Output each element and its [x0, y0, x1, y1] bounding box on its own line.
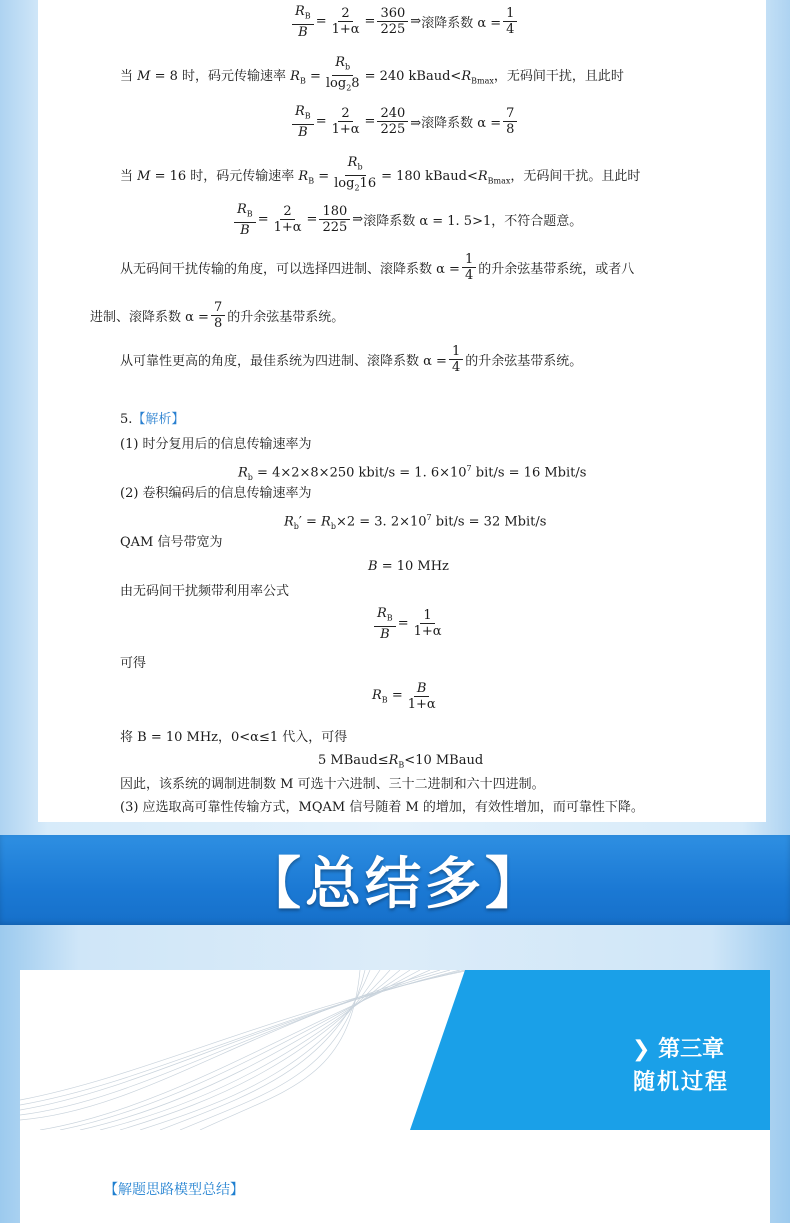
q5-part-1-equation: $R_b = 4\times 2\times 8\times 250$ kbit/s = 1. $6\times 10^7$ bit/s = 16 Mbit/s [238, 464, 587, 482]
spectral-efficiency-formula: $\frac{R_B}{B}$ = $\frac{1}{1+\alpha}$ [372, 606, 447, 642]
conclusion-line-2: (3) 应选取高可靠性传输方式，MQAM 信号随着 M 的增加，有效性增加，而可靠性下降。 [120, 800, 644, 815]
q5-part-2: (2) 卷积编码后的信息传输速率为 [120, 486, 312, 501]
kede-label: 可得 [120, 656, 147, 671]
substitution-line: 将 B = 10 MHz，0<α≤1 代入，可得 [120, 730, 348, 745]
baud-range: 5 $MBaud\le R_B<10$ MBaud [318, 753, 484, 770]
formula-intro: 由无码间干扰频带利用率公式 [120, 584, 290, 599]
qam-bandwidth-label: QAM 信号带宽为 [120, 535, 223, 550]
summary-banner-title: 【总结多】 [245, 852, 545, 917]
wave-lines-decoration [20, 970, 470, 1130]
equation-rb-240: $\frac{R_B}{B}$ = $\frac{2}{1+\alpha}$ = $\frac{240}{225}$ ⇒滚降系数 α = $\frac{7}{8}$ [290, 104, 519, 140]
equation-rb-360: $\frac{R_B}{B}$ = $\frac{2}{1+\alpha}$ = $\frac{360}{225}$ ⇒ 滚降系数 α = $\frac{1}{4}$ [290, 4, 519, 40]
rb-formula: $R_B$ = $\frac{B}{1+\alpha}$ [372, 681, 436, 712]
paragraph-interference-angle-cont: 进制、滚降系数 α = $\frac{7}{8}$ 的升余弦基带系统。 [90, 300, 345, 331]
section-label: 【解题思路模型总结】 [104, 1182, 244, 1198]
equation-rb-180: $\frac{R_B}{B}$ = $\frac{2}{1+\alpha}$ = $\frac{180}{225}$ ⇒ 滚降系数 α = 1. 5>1，不符合题意。 [232, 202, 582, 238]
line-m16: 当 M = 16 时，码元传输速率 $R_B$ = $\frac{R_b}{\log_216}$ = 180 $kBaud<R_{Bmax}$，无码间干扰。且此时 [120, 155, 641, 193]
q5-part-1: (1) 时分复用后的信息传输速率为 [120, 437, 312, 452]
conclusion-line-1: 因此，该系统的调制进制数 M 可选十六进制、三十二进制和六十四进制。 [120, 777, 545, 792]
chapter-number: ❯ 第三章 [632, 1037, 725, 1062]
paragraph-interference-angle: 从无码间干扰传输的角度，可以选择四进制、滚降系数 α = $\frac{1}{4}$ 的升余弦基带系统，或者八 [120, 252, 635, 283]
chapter-title: 随机过程 [633, 1070, 730, 1095]
q5-part-2-equation: $R_b' = R_b\times 2 = 3$. $2\times 10^7$ bit/s = 32 Mbit/s [284, 513, 547, 531]
summary-section-card [20, 1130, 770, 1223]
question-5-heading: 5.【解析】 [120, 412, 185, 427]
line-m8: 当 M = 8 时，码元传输速率 $R_B$ = $\frac{R_b}{\log_28}$ = 240 $kBaud<R_{Bmax}$，无码间干扰，且此时 [120, 55, 624, 93]
bandwidth-value: B = 10 MHz [368, 559, 449, 574]
paragraph-reliability: 从可靠性更高的角度，最佳系统为四进制、滚降系数 α = $\frac{1}{4}$ 的升余弦基带系统。 [120, 344, 583, 375]
